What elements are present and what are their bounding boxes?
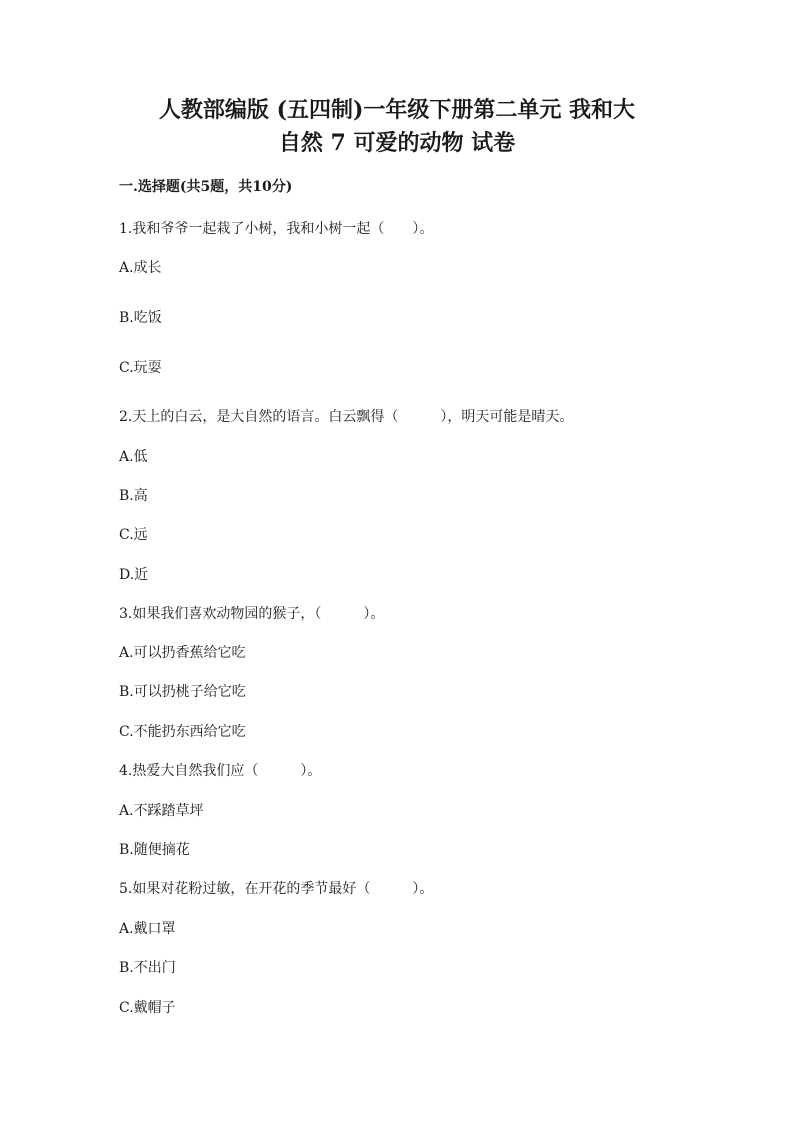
answer-option: B.不出门 — [119, 960, 176, 976]
answer-option: B.吃饭 — [119, 310, 162, 326]
question-text: 3.如果我们喜欢动物园的猴子，（ ）。 — [119, 606, 385, 622]
answer-option: C.玩耍 — [119, 360, 162, 376]
question-text: 5.如果对花粉过敏，在开花的季节最好（ ）。 — [119, 881, 434, 897]
answer-option: C.不能扔东西给它吃 — [119, 724, 246, 740]
document-title-line-2: 自然 7 可爱的动物 试卷 — [278, 130, 516, 156]
answer-option: A.成长 — [119, 260, 162, 276]
answer-option: C.戴帽子 — [119, 1000, 176, 1016]
question-text: 2.天上的白云，是大自然的语言。白云飘得（ ），明天可能是晴天。 — [119, 409, 574, 425]
answer-option: B.高 — [119, 488, 148, 504]
answer-option: D.近 — [119, 567, 149, 583]
answer-option: B.可以扔桃子给它吃 — [119, 684, 246, 700]
document-title-line-1: 人教部编版 (五四制)一年级下册第二单元 我和大 — [158, 97, 636, 123]
question-text: 4.热爱大自然我们应（ ）。 — [119, 763, 322, 779]
section-heading: 一.选择题(共5题，共10分) — [119, 179, 293, 195]
document-title — [0, 94, 794, 160]
question-text: 1.我和爷爷一起栽了小树，我和小树一起（ ）。 — [119, 221, 434, 237]
answer-option: A.不踩踏草坪 — [119, 803, 204, 819]
answer-option: A.戴口罩 — [119, 921, 176, 937]
answer-option: B.随便摘花 — [119, 842, 190, 858]
answer-option: A.可以扔香蕉给它吃 — [119, 645, 246, 661]
answer-option: A.低 — [119, 449, 148, 465]
answer-option: C.远 — [119, 527, 148, 543]
